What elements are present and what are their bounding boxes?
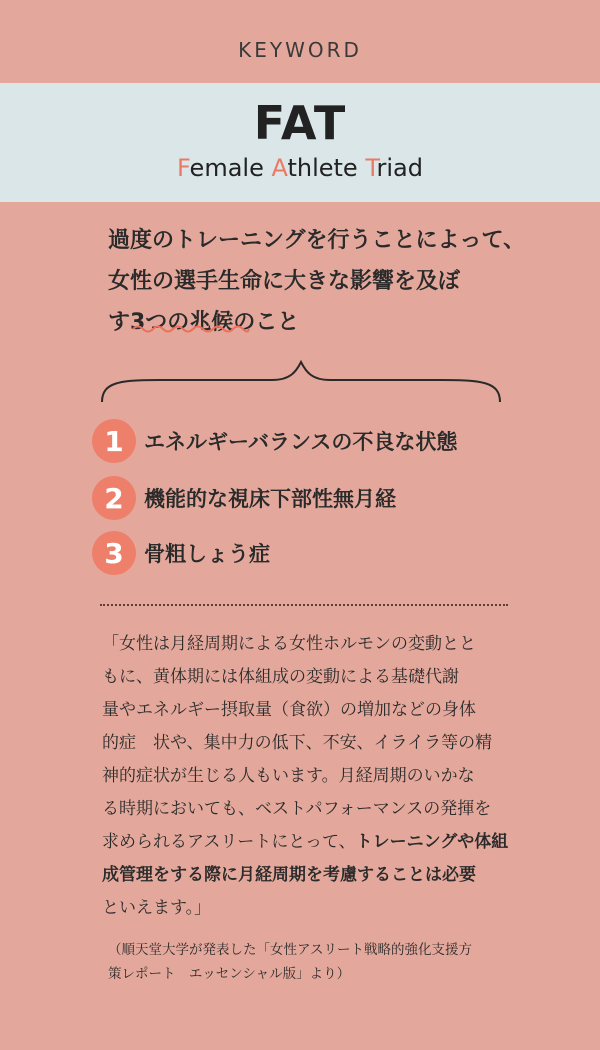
quote-line: 量やエネルギー摂取量（食欲）の増加などの身体 <box>102 700 476 720</box>
sign-text: エネルギーバランスの不良な状態 <box>144 430 458 454</box>
source-note <box>108 938 528 986</box>
number-badge: 2 <box>92 476 136 520</box>
sign-text: 骨粗しょう症 <box>144 542 270 566</box>
curly-brace <box>100 360 502 406</box>
sign-item-1 <box>92 419 457 463</box>
source-line: 策レポート エッセンシャル版」より） <box>108 966 351 982</box>
wavy-underline <box>132 324 250 334</box>
dotted-divider <box>100 604 508 606</box>
quote-line: 神的症状が生じる人もいます。月経周期のいかな <box>102 766 475 786</box>
subtitle-initial-a: A <box>271 154 288 182</box>
quote-line: といえます。」 <box>102 898 212 918</box>
sign-text: 機能的な視床下部性無月経 <box>144 487 396 511</box>
number-badge: 1 <box>92 419 136 463</box>
quote-line <box>102 826 522 859</box>
subtitle-word-athlete: thlete <box>287 154 366 182</box>
quote-emphasis: 成管理をする際に月経周期を考慮することは必要 <box>102 865 476 885</box>
quote-line: 的症 状や、集中力の低下、不安、イライラ等の精 <box>102 733 493 753</box>
quote-block <box>102 628 522 925</box>
quote-emphasis: トレーニングや体組 <box>355 832 509 852</box>
number-badge: 3 <box>92 531 136 575</box>
lead-line: 過度のトレーニングを行うことによって、 <box>108 228 526 253</box>
quote-text: 求められるアスリートにとって、 <box>102 832 356 852</box>
subtitle-initial-f: F <box>177 154 190 182</box>
page-title: FAT <box>253 96 347 150</box>
lead-line: す3つの兆候のこと <box>108 310 300 335</box>
subtitle-word-female: emale <box>189 154 272 182</box>
source-line: （順天堂大学が発表した「女性アスリート戦略的強化支援方 <box>108 942 472 958</box>
quote-line: 「女性は月経周期による女性ホルモンの変動とと <box>102 634 476 654</box>
subtitle-word-triad: riad <box>376 154 423 182</box>
quote-line: もに、黄体期には体組成の変動による基礎代謝 <box>102 667 459 687</box>
lead-line: 女性の選手生命に大きな影響を及ぼ <box>108 269 461 294</box>
keyword-label: KEYWORD <box>238 38 362 62</box>
subtitle-initial-t: T <box>365 154 377 182</box>
quote-line: る時期においても、ベストパフォーマンスの発揮を <box>102 799 492 819</box>
sign-item-2 <box>92 476 396 520</box>
subtitle <box>0 154 600 182</box>
sign-item-3 <box>92 531 270 575</box>
quote-line <box>102 859 522 892</box>
